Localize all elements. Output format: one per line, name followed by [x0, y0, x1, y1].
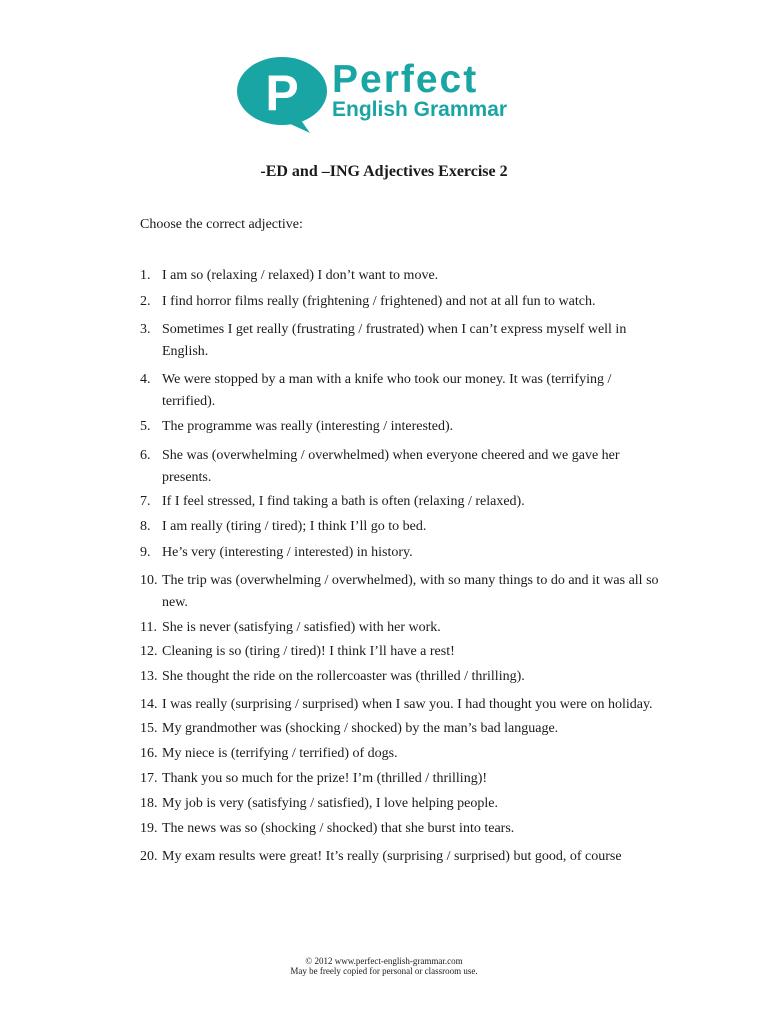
item-text: I am so (relaxing / relaxed) I don’t want to move. [162, 268, 439, 283]
logo-letter: P [265, 65, 299, 121]
logo-subtitle: English Grammar [332, 98, 508, 121]
logo [236, 56, 526, 134]
document-title: -ED and –ING Adjectives Exercise 2 [260, 163, 508, 180]
item-number: 19. [140, 821, 158, 836]
item-number: 6. [140, 448, 151, 463]
item-text: I was really (surprising / surprised) when I saw you. I had thought you were on holiday. [162, 697, 653, 712]
item-text: She is never (satisfying / satisfied) with her work. [162, 620, 441, 635]
item-text: She was (overwhelming / overwhelmed) when everyone cheered and we gave her presents. [162, 448, 620, 485]
footer [0, 956, 768, 976]
item-number: 16. [140, 746, 158, 761]
instruction-text: Choose the correct adjective: [140, 217, 303, 232]
item-number: 3. [140, 322, 151, 337]
item-number: 7. [140, 494, 151, 509]
item-number: 12. [140, 644, 158, 659]
item-number: 10. [140, 573, 158, 588]
item-text: She thought the ride on the rollercoaster was (thrilled / thrilling). [162, 669, 525, 684]
item-text: Cleaning is so (tiring / tired)! I think I’ll have a rest! [162, 644, 455, 659]
item-number: 4. [140, 372, 151, 387]
exercise-item [140, 416, 660, 438]
item-number: 17. [140, 771, 158, 786]
exercise-item [140, 445, 660, 489]
item-text: My niece is (terrifying / terrified) of dogs. [162, 746, 398, 761]
item-text: I am really (tiring / tired); I think I’ll go to bed. [162, 519, 427, 534]
exercise-item [140, 818, 660, 840]
item-number: 20. [140, 849, 158, 864]
footer-license: May be freely copied for personal or classroom use. [290, 966, 478, 976]
item-text: My job is very (satisfying / satisfied), I love helping people. [162, 796, 498, 811]
exercise-item [140, 641, 660, 663]
item-number: 13. [140, 669, 158, 684]
item-text: I find horror films really (frightening / frightened) and not at all fun to watch. [162, 294, 596, 309]
item-number: 11. [140, 620, 157, 635]
item-text: The programme was really (interesting / interested). [162, 419, 454, 434]
item-text: The trip was (overwhelming / overwhelmed), with so many things to do and it was all so new. [162, 573, 659, 610]
exercise-list [140, 265, 660, 868]
item-number: 1. [140, 268, 151, 283]
exercise-item [140, 666, 660, 688]
item-text: Thank you so much for the prize! I’m (thrilled / thrilling)! [162, 771, 488, 786]
exercise-item [140, 265, 660, 287]
exercise-item [140, 718, 660, 740]
exercise-item [140, 694, 660, 716]
item-text: Sometimes I get really (frustrating / frustrated) when I can’t express myself well in English. [162, 322, 627, 359]
item-text: The news was so (shocking / shocked) that she burst into tears. [162, 821, 515, 836]
item-text: We were stopped by a man with a knife who took our money. It was (terrifying / terrified). [162, 372, 612, 409]
footer-copyright: © 2012 www.perfect-english-grammar.com [305, 956, 463, 966]
item-number: 14. [140, 697, 158, 712]
exercise-item [140, 369, 660, 413]
item-number: 5. [140, 419, 151, 434]
exercise-item [140, 319, 660, 363]
exercise-item [140, 570, 660, 614]
item-number: 2. [140, 294, 151, 309]
exercise-item [140, 542, 660, 564]
item-number: 8. [140, 519, 151, 534]
exercise-item [140, 793, 660, 815]
speech-bubble-logo-icon [236, 56, 328, 134]
exercise-item [140, 617, 660, 639]
exercise-item [140, 768, 660, 790]
item-number: 18. [140, 796, 158, 811]
item-text: He’s very (interesting / interested) in history. [162, 545, 413, 560]
exercise-item [140, 291, 660, 313]
item-text: If I feel stressed, I find taking a bath is often (relaxing / relaxed). [162, 494, 525, 509]
exercise-item [140, 743, 660, 765]
logo-title: Perfect [332, 58, 479, 101]
logo-wordmark [332, 60, 532, 122]
item-number: 9. [140, 545, 151, 560]
item-number: 15. [140, 721, 158, 736]
exercise-item [140, 846, 660, 868]
item-text: My grandmother was (shocking / shocked) by the man’s bad language. [162, 721, 559, 736]
item-text: My exam results were great! It’s really (surprising / surprised) but good, of course [162, 849, 622, 864]
exercise-item [140, 491, 660, 513]
exercise-item [140, 516, 660, 538]
